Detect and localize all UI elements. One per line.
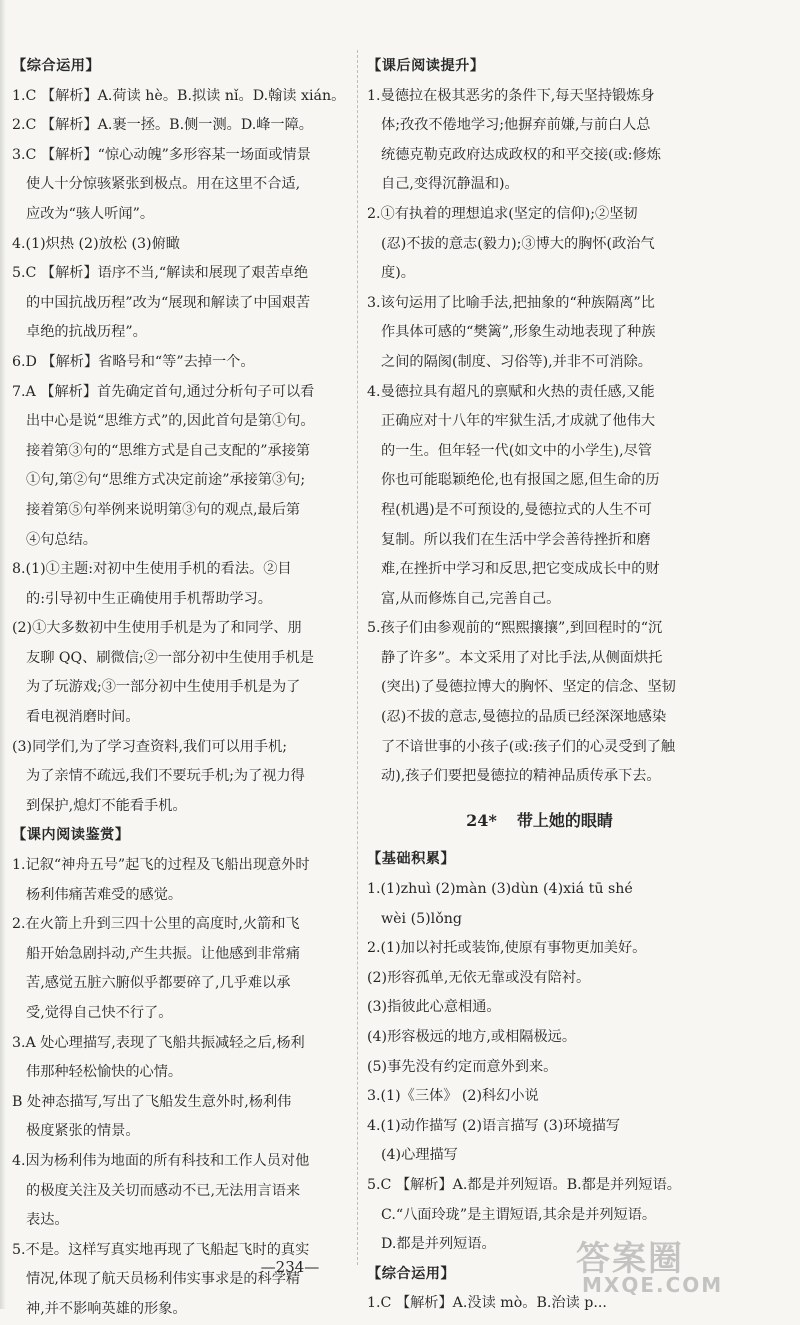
- answer-line: 应改为“骇人听闻”。: [26, 205, 155, 222]
- answer-line: 友聊 QQ、刷微信;②一部分初中生使用手机是: [26, 649, 314, 666]
- answer-item: [12, 348, 354, 378]
- answer-line: 2.在火箭上升到三四十公里的高度时,火箭和飞: [12, 916, 300, 933]
- answer-item: [12, 910, 354, 1028]
- answer-item: [367, 614, 712, 792]
- answer-line: 看电视消磨时间。: [26, 709, 140, 726]
- answer-line: 之间的隔阂(制度、习俗等),并非不可消除。: [381, 353, 652, 370]
- answer-line: 动),孩子们要把曼德拉的精神品质传承下去。: [381, 768, 661, 785]
- answer-line: 5.孩子们由参观前的“熙熙攘攘”,到回程时的“沉: [367, 620, 663, 637]
- answer-line: (4)形容极远的地方,或相隔极远。: [367, 1029, 577, 1045]
- answer-item: [12, 230, 354, 260]
- answer-line: 情况,体现了航天员杨利伟实事求是的科学精: [26, 1271, 301, 1288]
- answer-line: 度)。: [381, 265, 415, 282]
- answer-line: 受,觉得自己快不行了。: [26, 1005, 173, 1021]
- answer-line: (5)事先没有约定而意外到来。: [367, 1058, 558, 1075]
- answer-line: (2)形容孤单,无依无靠或没有陪衬。: [367, 969, 591, 986]
- chapter-name: 带上她的眼睛: [516, 810, 613, 830]
- answer-item: [367, 1082, 712, 1112]
- answer-item: [367, 1053, 712, 1083]
- column-divider: [357, 50, 358, 1265]
- answer-line: 1.(1)zhuì (2)màn (3)dùn (4)xiá tū shé: [367, 881, 633, 898]
- answer-line: ①句,第②句“思维方式决定前途”承接第③句;: [26, 472, 306, 489]
- answer-line: 伟那种轻松愉快的心情。: [26, 1064, 183, 1081]
- answer-line: 表达。: [26, 1212, 69, 1229]
- answer-item: [367, 289, 712, 378]
- page-number: —234—: [260, 1258, 320, 1276]
- answer-line: 1.C 【解析】A.没读 mò。B.治读 p...: [367, 1295, 607, 1312]
- answer-line: (4)心理描写: [381, 1147, 458, 1164]
- answer-line: 出中心是说“思维方式”的,因此首句是第①句。: [26, 413, 315, 430]
- answer-line: 3.C 【解析】“惊心动魄”多形容某一场面或情景: [12, 146, 311, 163]
- section-heading: 【课内阅读鉴赏】: [12, 827, 130, 844]
- answer-line: ④句总结。: [26, 531, 97, 548]
- answer-item: [12, 82, 354, 112]
- answer-line: 7.A 【解析】首先确定首句,通过分析句子可以看: [12, 383, 315, 400]
- answer-line: 3.(1)《三体》 (2)科幻小说: [367, 1088, 539, 1105]
- answer-line: 2.(1)加以衬托或装饰,使原有事物更加美好。: [367, 940, 647, 957]
- answer-line: (忍)不拔的意志,曼德拉的品质已经深深地感染: [381, 709, 667, 726]
- watermark-logo: [572, 1231, 792, 1301]
- answer-line: 神,并不影响英雄的形象。: [26, 1300, 187, 1317]
- answer-line: (突出)了曼德拉博大的胸怀、坚定的信念、坚韧: [381, 679, 676, 696]
- answer-line: 到保护,熄灯不能看手机。: [26, 797, 187, 814]
- answer-line: 了不谙世事的小孩子(或:孩子们的心灵受到了触: [381, 738, 676, 755]
- answer-line: 1.曼德拉在极其恶劣的条件下,每天坚持锻炼身: [367, 87, 655, 104]
- answer-item: [367, 1023, 712, 1053]
- answer-line: 8.(1)①主题:对初中生使用手机的看法。②目: [12, 561, 292, 578]
- answer-line: 程(机遇)是不可预设的,曼德拉式的人生不可: [381, 501, 652, 518]
- answer-item: [12, 851, 354, 910]
- answer-item: [12, 378, 354, 556]
- watermark-title: 答案圈: [576, 1239, 684, 1279]
- section-heading: 【综合运用】: [367, 1265, 456, 1282]
- answer-line: 2.C 【解析】A.裹一拯。B.侧一测。D.峰一障。: [12, 117, 313, 134]
- answer-line: 接着第⑤句举例来说明第③句的观点,最后第: [26, 501, 301, 518]
- answer-item: [12, 1236, 354, 1325]
- answer-line: 统德克勒克政府达成政权的和平交接(或:修炼: [381, 146, 661, 163]
- answer-line: 5.不是。这样写真实地再现了飞船起飞时的真实: [12, 1241, 310, 1258]
- answer-item: [367, 934, 712, 964]
- answer-item: [12, 1147, 354, 1236]
- answer-item: [12, 111, 354, 141]
- left-column: [12, 52, 354, 1325]
- answer-item: [12, 733, 354, 822]
- answer-line: 4.(1)炽热 (2)放松 (3)俯瞰: [12, 235, 180, 252]
- answer-line: wèi (5)lǒng: [381, 910, 462, 927]
- answer-line: 6.D 【解析】省略号和“等”去掉一个。: [12, 353, 255, 370]
- answer-line: 体;孜孜不倦地学习;他摒弃前嫌,与前白人总: [381, 117, 651, 134]
- answer-line: 的极度关注及关切而感动不已,无法用言语来: [26, 1182, 301, 1199]
- answer-item: [12, 141, 354, 230]
- answer-line: 极度紧张的情景。: [26, 1123, 140, 1140]
- answer-line: 接着第③句的“思维方式是自己支配的”承接第: [26, 442, 311, 459]
- answer-line: 的中国抗战历程”改为“展现和解读了中国艰苦: [26, 294, 311, 311]
- answer-line: (2)①大多数初中生使用手机是为了和同学、朋: [12, 620, 302, 637]
- answer-item: [367, 200, 712, 289]
- chapter-title: [367, 806, 712, 836]
- answer-line: 使人十分惊骇紧张到极点。用在这里不合适,: [26, 176, 301, 193]
- answer-item: [367, 964, 712, 994]
- answer-item: [12, 555, 354, 614]
- answer-line: 5.C 【解析】语序不当,“解读和展现了艰苦卓绝: [12, 265, 309, 282]
- answer-line: (忍)不拔的意志(毅力);③博大的胸怀(政治气: [381, 235, 655, 252]
- answer-line: 船开始急剧抖动,产生共振。让他感到非常痛: [26, 945, 301, 962]
- answer-line: 难,在挫折中学习和反思,把它变成成长中的财: [381, 561, 660, 578]
- answer-line: 的一生。但年轻一代(如文中的小学生),尽管: [381, 442, 652, 459]
- answer-line: 正确应对十八年的牢狱生活,才成就了他伟大: [381, 413, 656, 430]
- chapter-number: 24*: [466, 810, 497, 830]
- page-edge-shadow: [0, 0, 6, 1309]
- answer-line: 你也可能聪颖绝伦,也有报国之愿,但生命的历: [381, 472, 660, 489]
- answer-line: 4.曼德拉具有超凡的禀赋和火热的责任感,又能: [367, 383, 655, 400]
- answer-line: 4.因为杨利伟为地面的所有科技和工作人员对他: [12, 1152, 310, 1169]
- answer-item: [367, 1112, 712, 1171]
- answer-item: [12, 614, 354, 732]
- answer-item: [367, 993, 712, 1023]
- answer-line: 自己,变得沉静温和)。: [381, 176, 519, 193]
- right-column: [367, 52, 712, 1319]
- section-heading: 【综合运用】: [12, 58, 101, 74]
- answer-line: 3.A 处心理描写,表现了飞船共振减轻之后,杨利: [12, 1034, 305, 1051]
- answer-line: (3)指彼此心意相通。: [367, 999, 501, 1016]
- answer-line: 富,从而修炼自己,完善自己。: [381, 590, 561, 607]
- answer-item: [367, 82, 712, 200]
- answer-item: [367, 378, 712, 615]
- answer-item: [12, 259, 354, 348]
- answer-line: D.都是并列短语。: [381, 1236, 496, 1253]
- answer-line: 作具体可感的“樊篱”,形象生动地表现了种族: [381, 324, 656, 341]
- answer-line: 3.该句运用了比喻手法,把抽象的“种族隔离”比: [367, 294, 655, 311]
- section-heading: 【基础积累】: [367, 851, 456, 868]
- answer-item: [367, 875, 712, 934]
- answer-line: 为了玩游戏;③一部分初中生使用手机是为了: [26, 679, 301, 696]
- answer-line: 卓绝的抗战历程”。: [26, 324, 147, 341]
- answer-line: 苦,感觉五脏六腑似乎都要碎了,几乎难以承: [26, 975, 291, 992]
- answer-line: 复制。所以我们在生活中学会善待挫折和磨: [381, 531, 651, 548]
- section-heading: 【课后阅读提升】: [367, 58, 485, 74]
- answer-line: 的:引导初中生正确使用手机帮助学习。: [26, 590, 272, 607]
- answer-line: B 处神态描写,写出了飞船发生意外时,杨利伟: [12, 1093, 292, 1110]
- answer-line: 1.C 【解析】A.荷读 hè。B.拟读 nǐ。D.翰读 xián。: [12, 87, 346, 104]
- answer-line: C.“八面玲珑”是主谓短语,其余是并列短语。: [381, 1206, 657, 1223]
- answer-line: 杨利伟痛苦难受的感觉。: [26, 886, 183, 903]
- answer-line: 4.(1)动作描写 (2)语言描写 (3)环境描写: [367, 1117, 621, 1134]
- answer-line: 为了亲情不疏远,我们不要玩手机;为了视力得: [26, 768, 305, 785]
- answer-line: (3)同学们,为了学习查资料,我们可以用手机;: [12, 738, 288, 755]
- watermark-url: MXQE.COM: [582, 1273, 724, 1297]
- answer-line: 静了许多”。本文采用了对比手法,从侧面烘托: [381, 649, 663, 666]
- answer-item: [12, 1029, 354, 1088]
- answer-line: 1.记叙“神舟五号”起飞的过程及飞船出现意外时: [12, 857, 310, 874]
- answer-line: 2.①有执着的理想追求(坚定的信仰);②坚韧: [367, 205, 638, 222]
- answer-item: [12, 1088, 354, 1147]
- answer-line: 5.C 【解析】A.都是并列短语。B.都是并列短语。: [367, 1176, 681, 1193]
